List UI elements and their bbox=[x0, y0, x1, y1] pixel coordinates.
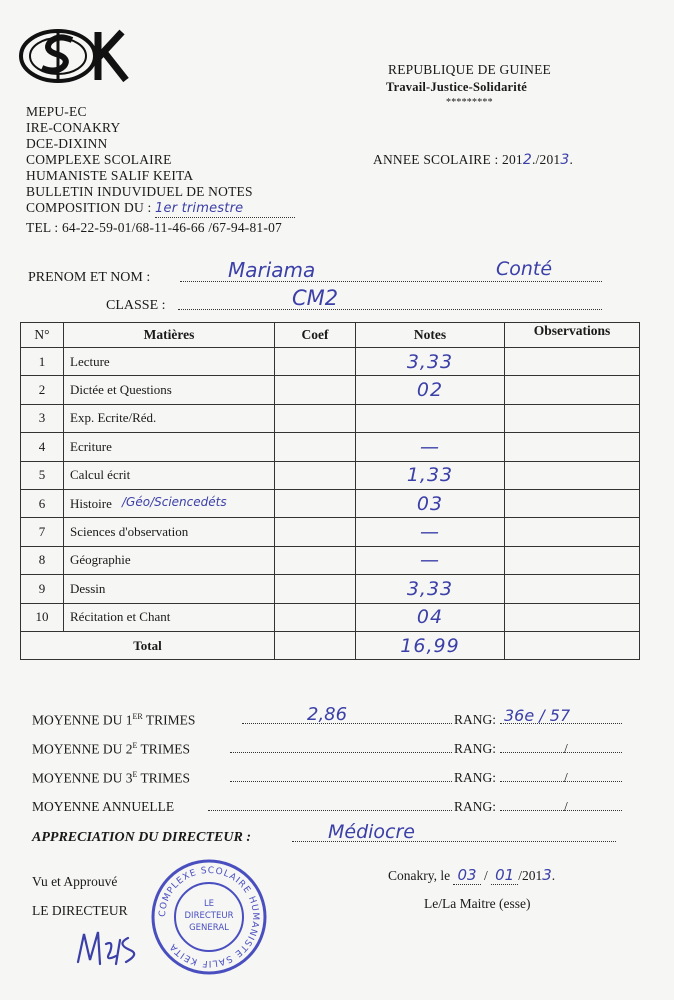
row-observation bbox=[505, 433, 640, 461]
row-num: 7 bbox=[21, 518, 64, 546]
row-observation bbox=[505, 348, 640, 376]
student-name-label: PRENOM ET NOM : bbox=[28, 270, 151, 285]
row-subject: Calcul écrit bbox=[64, 461, 275, 489]
maitre-label: Le/La Maitre (esse) bbox=[424, 896, 531, 911]
stamp-center-line: GENERAL bbox=[189, 923, 229, 933]
header-subject: Matières bbox=[64, 323, 275, 348]
school-logo bbox=[18, 26, 130, 86]
school-year-y2: 3 bbox=[560, 152, 570, 168]
header-line: BULLETIN INDUVIDUEL DE NOTES bbox=[26, 184, 253, 199]
row-num: 5 bbox=[21, 461, 64, 489]
table-row bbox=[21, 489, 640, 517]
date-day: 03 bbox=[453, 866, 480, 885]
row-coef bbox=[275, 376, 356, 404]
row-observation bbox=[505, 404, 640, 432]
school-year-y1: 2 bbox=[522, 152, 532, 168]
rang-value: / bbox=[564, 770, 568, 785]
table-row bbox=[21, 575, 640, 603]
row-subject-cell bbox=[64, 489, 275, 517]
average-label: MOYENNE DU 1ER TRIMES bbox=[32, 711, 196, 727]
header-line: MEPU-EC bbox=[26, 104, 87, 119]
row-coef bbox=[275, 603, 356, 631]
table-row bbox=[21, 546, 640, 574]
row-coef bbox=[275, 518, 356, 546]
average-row bbox=[32, 763, 622, 792]
grades-table bbox=[20, 322, 640, 660]
row-coef bbox=[275, 404, 356, 432]
row-subject: Exp. Ecrite/Réd. bbox=[64, 404, 275, 432]
table-row bbox=[21, 603, 640, 631]
appreciation-value: Médiocre bbox=[328, 821, 415, 843]
rang-label: RANG: bbox=[454, 712, 497, 727]
row-note: 3,33 bbox=[356, 575, 505, 603]
table-total-row bbox=[21, 631, 640, 659]
row-note: — bbox=[356, 518, 505, 546]
rang-value: / bbox=[564, 799, 568, 814]
stamp-center-line: LE bbox=[203, 899, 215, 909]
row-num: 3 bbox=[21, 404, 64, 432]
row-subject: Lecture bbox=[64, 348, 275, 376]
row-subject: Dictée et Questions bbox=[64, 376, 275, 404]
rang-label: RANG: bbox=[454, 770, 497, 785]
row-observation bbox=[505, 489, 640, 517]
appreciation-label: APPRECIATION DU DIRECTEUR : bbox=[32, 830, 251, 845]
total-coef bbox=[275, 631, 356, 659]
date-place: Conakry, le bbox=[388, 868, 451, 883]
row-num: 10 bbox=[21, 603, 64, 631]
header-coef: Coef bbox=[275, 323, 356, 348]
total-label: Total bbox=[21, 631, 275, 659]
student-name-row bbox=[28, 258, 602, 286]
student-class-value: CM2 bbox=[292, 286, 339, 310]
school-year: ANNEE SCOLAIRE : 2012./2013. bbox=[373, 152, 574, 168]
director-signature bbox=[72, 920, 162, 970]
table-row bbox=[21, 348, 640, 376]
row-num: 9 bbox=[21, 575, 64, 603]
row-coef bbox=[275, 575, 356, 603]
header-num: N° bbox=[21, 323, 64, 348]
row-subject: Récitation et Chant bbox=[64, 603, 275, 631]
header-line: DCE-DIXINN bbox=[26, 136, 108, 151]
row-num: 2 bbox=[21, 376, 64, 404]
row-note: — bbox=[356, 433, 505, 461]
row-subject: Dessin bbox=[64, 575, 275, 603]
table-row bbox=[21, 376, 640, 404]
row-note: — bbox=[356, 546, 505, 574]
student-class-label: CLASSE : bbox=[106, 298, 166, 313]
row-note: 1,33 bbox=[356, 461, 505, 489]
table-row bbox=[21, 518, 640, 546]
table-row bbox=[21, 404, 640, 432]
student-first-name: Mariama bbox=[228, 258, 316, 282]
table-header-row bbox=[21, 323, 640, 348]
country-motto: Travail-Justice-Solidarité bbox=[386, 80, 528, 94]
row-note: 04 bbox=[356, 603, 505, 631]
header-left-block bbox=[26, 104, 295, 236]
row-subject: Géographie bbox=[64, 546, 275, 574]
average-value: 2,86 bbox=[307, 704, 348, 725]
row-observation bbox=[505, 461, 640, 489]
row-subject-handwritten: /Géo/Sciencedéts bbox=[122, 494, 227, 509]
header-line: IRE-CONAKRY bbox=[26, 120, 121, 135]
table-row bbox=[21, 461, 640, 489]
date-year-digit: 3 bbox=[542, 866, 552, 884]
composition-row bbox=[26, 200, 295, 218]
school-year-label: ANNEE SCOLAIRE : 201 bbox=[373, 152, 523, 167]
student-last-name: Conté bbox=[496, 258, 553, 280]
composition-label: COMPOSITION DU : bbox=[26, 200, 152, 215]
row-coef bbox=[275, 546, 356, 574]
table-row bbox=[21, 433, 640, 461]
row-note bbox=[356, 404, 505, 432]
total-observation bbox=[505, 631, 640, 659]
average-label: MOYENNE ANNUELLE bbox=[32, 799, 175, 814]
rang-label: RANG: bbox=[454, 741, 497, 756]
row-num: 1 bbox=[21, 348, 64, 376]
row-observation bbox=[505, 575, 640, 603]
average-row bbox=[32, 704, 622, 734]
row-subject: Histoire bbox=[70, 495, 112, 511]
rang-value: / bbox=[564, 741, 568, 756]
school-year-sep: ./201 bbox=[531, 152, 561, 167]
average-label: MOYENNE DU $2^E$ TRIMES bbox=[32, 740, 191, 756]
telephone-line: TEL : 64-22-59-01/68-11-46-66 /67-94-81-07 bbox=[26, 220, 282, 235]
date-month: 01 bbox=[491, 866, 518, 885]
row-note: 03 bbox=[356, 489, 505, 517]
motto-stars: ********* bbox=[446, 97, 493, 108]
row-num: 6 bbox=[21, 489, 64, 517]
averages-block bbox=[32, 704, 622, 821]
row-note: 02 bbox=[356, 376, 505, 404]
header-notes: Notes bbox=[356, 323, 505, 348]
le-directeur-label: LE DIRECTEUR bbox=[32, 903, 128, 918]
row-coef bbox=[275, 461, 356, 489]
rang-label: RANG: bbox=[454, 799, 497, 814]
director-stamp bbox=[150, 858, 268, 976]
row-num: 8 bbox=[21, 546, 64, 574]
row-coef bbox=[275, 489, 356, 517]
student-class-row bbox=[106, 286, 602, 314]
composition-value: 1er trimestre bbox=[155, 201, 295, 218]
student-class-dots bbox=[178, 309, 602, 310]
rang-value: 36e / 57 bbox=[504, 706, 571, 725]
row-note: 3,33 bbox=[356, 348, 505, 376]
row-observation bbox=[505, 603, 640, 631]
header-line: HUMANISTE SALIF KEITA bbox=[26, 168, 194, 183]
appreciation-row bbox=[32, 822, 616, 848]
average-row bbox=[32, 792, 622, 821]
stamp-center-line: DIRECTEUR bbox=[184, 911, 234, 921]
row-coef bbox=[275, 348, 356, 376]
row-subject: Sciences d'observation bbox=[64, 518, 275, 546]
country-name: REPUBLIQUE DE GUINEE bbox=[388, 62, 551, 77]
date-row: Conakry, le 03 / 01 /2013. bbox=[388, 866, 556, 884]
stamp-ring-text: COMPLEXE SCOLAIRE HUMANISTE SALIF KEITA bbox=[157, 865, 261, 969]
average-row bbox=[32, 734, 622, 763]
row-num: 4 bbox=[21, 433, 64, 461]
row-coef bbox=[275, 433, 356, 461]
row-observation bbox=[505, 376, 640, 404]
date-year-prefix: /201 bbox=[518, 868, 543, 883]
row-observation bbox=[505, 518, 640, 546]
row-observation bbox=[505, 546, 640, 574]
average-label: MOYENNE DU $3^E$ TRIMES bbox=[32, 769, 191, 785]
row-subject: Ecriture bbox=[64, 433, 275, 461]
header-observations: Observations bbox=[505, 323, 640, 348]
total-value: 16,99 bbox=[356, 631, 505, 659]
vu-approuve: Vu et Approuvé bbox=[32, 874, 118, 889]
header-line: COMPLEXE SCOLAIRE bbox=[26, 152, 172, 167]
